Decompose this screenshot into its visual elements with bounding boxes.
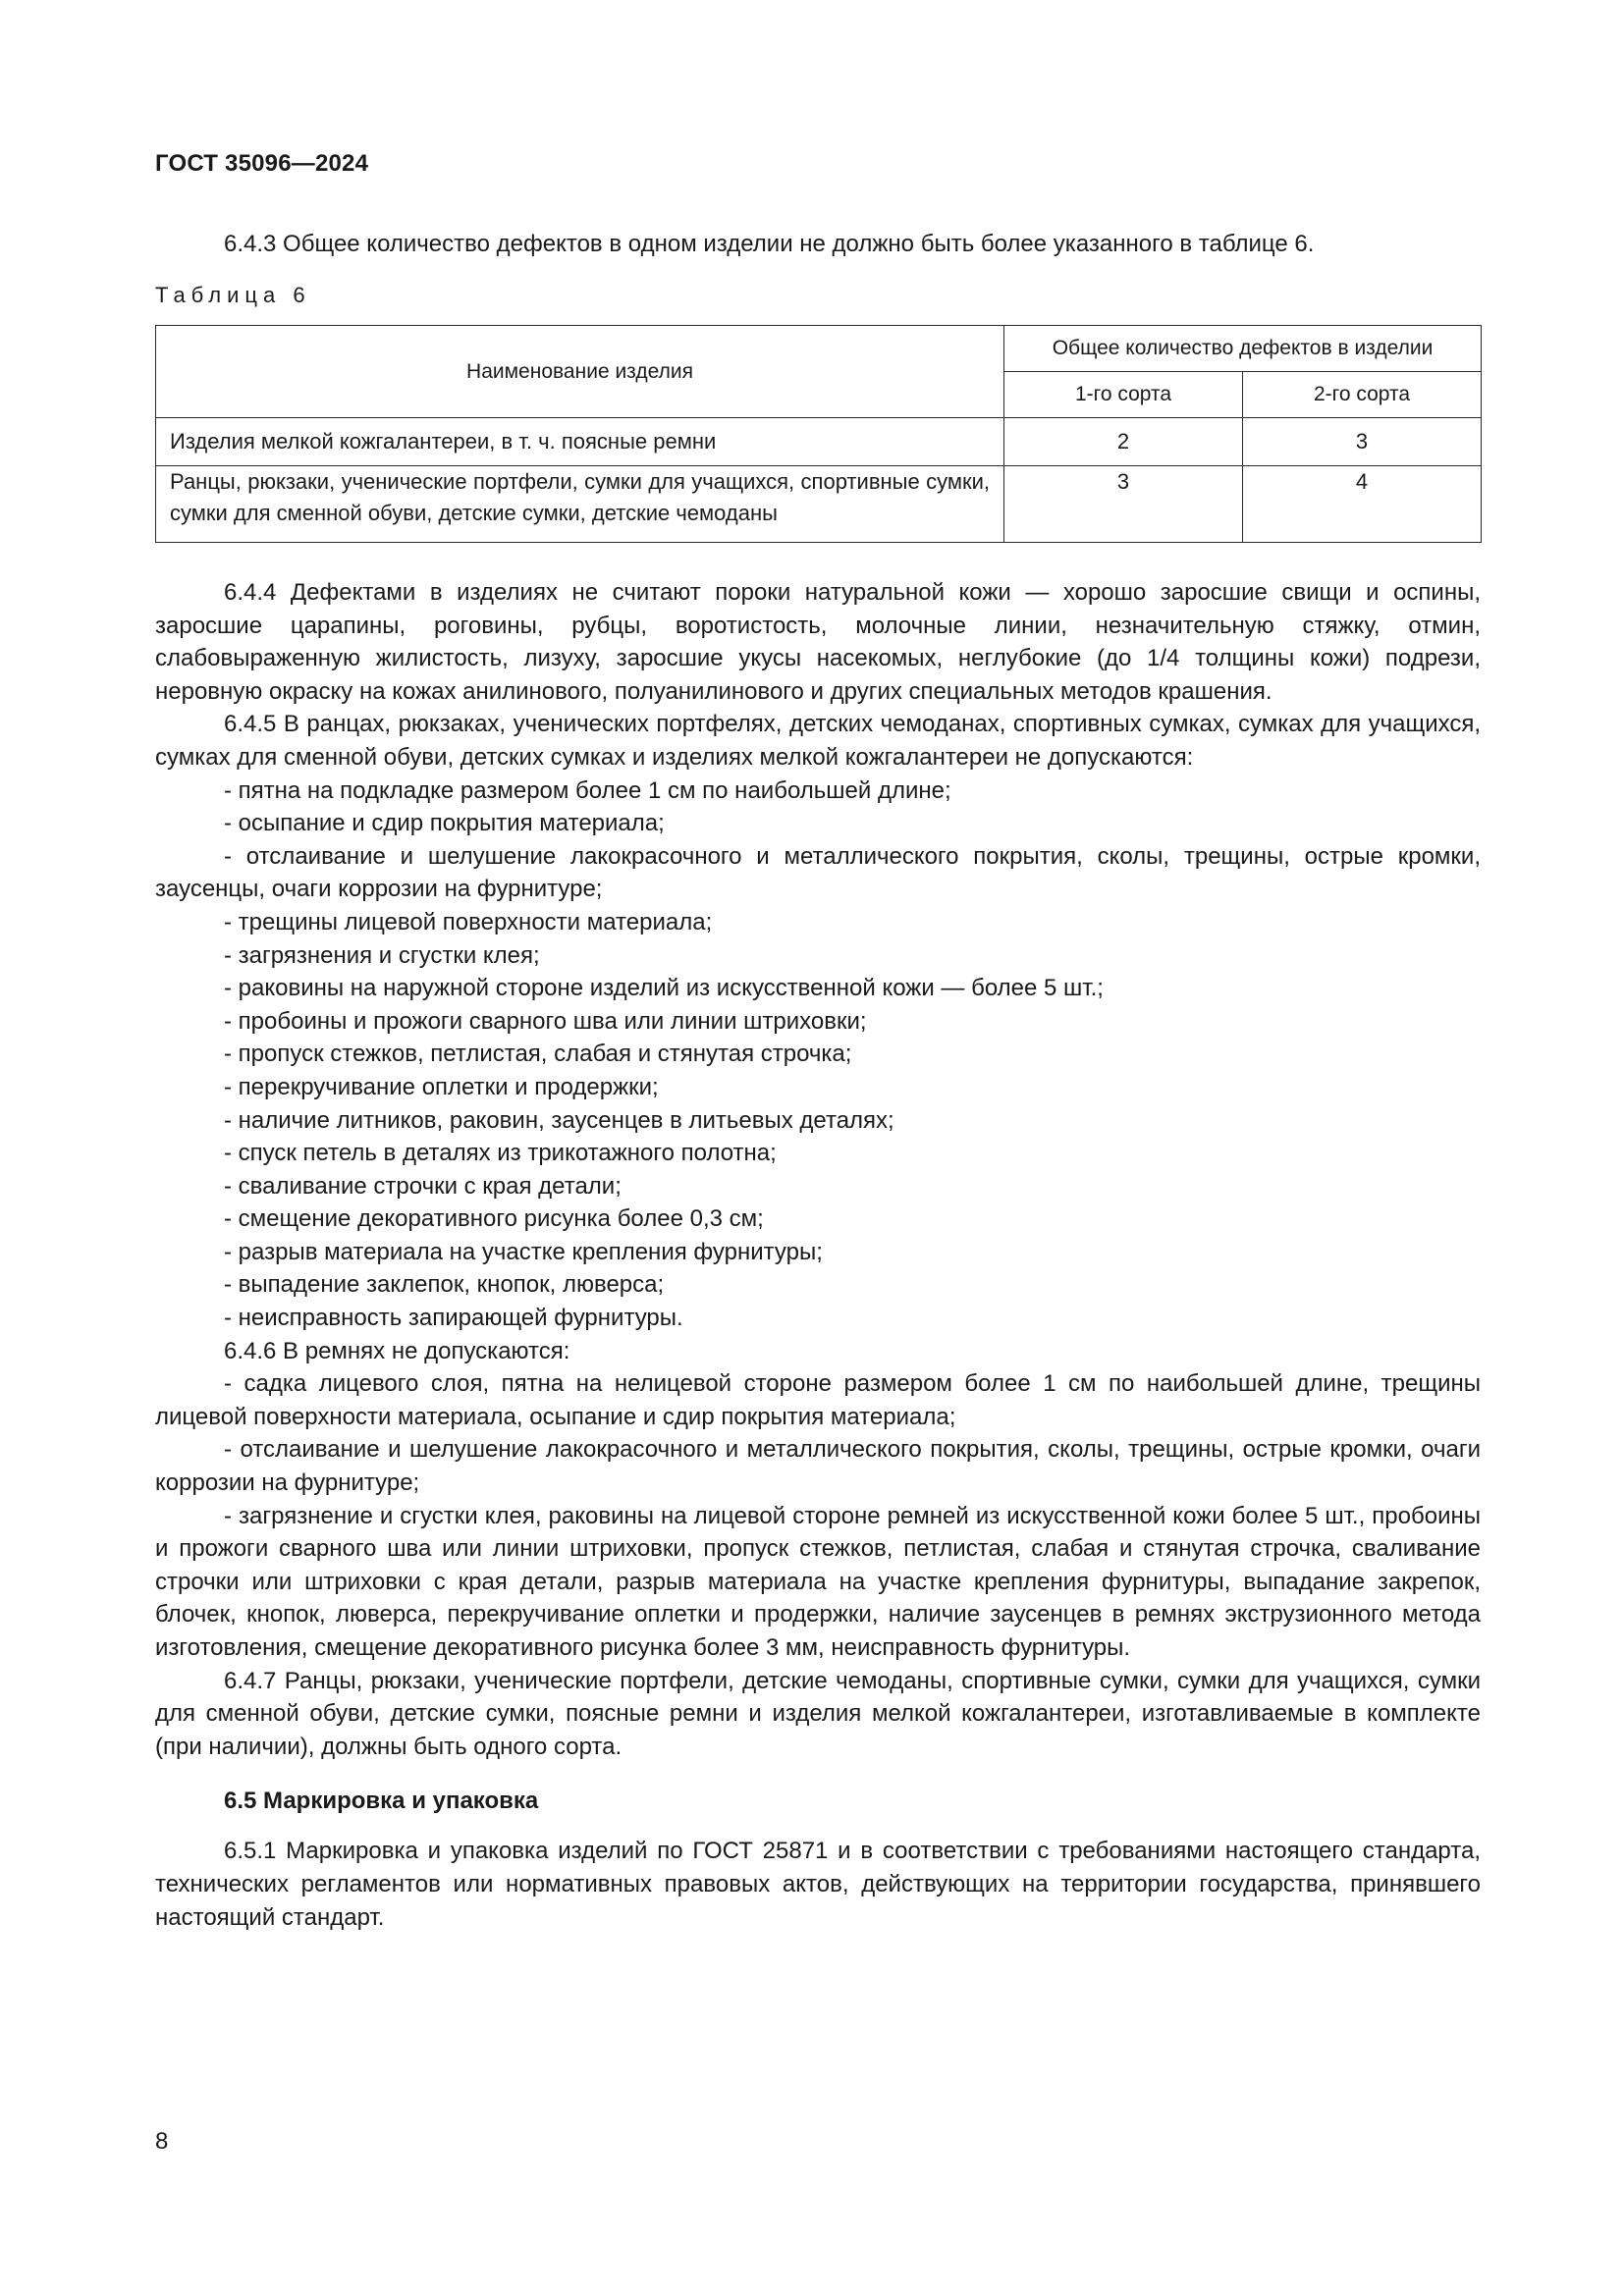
table-cell-grade2: 3 bbox=[1243, 418, 1482, 466]
table-header-row bbox=[156, 326, 1482, 372]
table-cell-name: Ранцы, рюкзаки, ученические портфели, сумки для учащихся, спортивные сумки, сумки для сменной обуви, детские сумки, детские чемоданы bbox=[156, 466, 1004, 543]
list-item: - отслаивание и шелушение лакокрасочного и металлического покрытия, сколы, трещины, острые кромки, очаги коррозии на фурнитуре; bbox=[155, 1436, 1481, 1497]
document-body bbox=[155, 576, 1481, 1934]
table-row bbox=[156, 418, 1482, 466]
table-cell-grade1: 3 bbox=[1004, 466, 1243, 543]
paragraph-6-4-3: 6.4.3 Общее количество дефектов в одном изделии не должно быть более указанного в таблице 6. bbox=[224, 231, 1315, 257]
page-number: 8 bbox=[155, 2128, 169, 2155]
list-item: - смещение декоративного рисунка более 0,3 см; bbox=[224, 1205, 764, 1233]
table-cell-grade1: 2 bbox=[1004, 418, 1243, 466]
list-item: - наличие литников, раковин, заусенцев в литьевых деталях; bbox=[224, 1106, 894, 1134]
column-header-group: Общее количество дефектов в изделии bbox=[1004, 326, 1482, 372]
list-item: - сваливание строчки с края детали; bbox=[224, 1172, 622, 1200]
list-item: - разрыв материала на участке крепления фурнитуры; bbox=[224, 1238, 823, 1265]
column-header-grade2: 2-го сорта bbox=[1243, 372, 1482, 418]
table-cell-name: Изделия мелкой кожгалантереи, в т. ч. поясные ремни bbox=[156, 418, 1004, 466]
table-row bbox=[156, 466, 1482, 543]
list-item: - пятна на подкладке размером более 1 см по наибольшей длине; bbox=[224, 776, 951, 804]
list-item: - выпадение заклепок, кнопок, люверса; bbox=[224, 1271, 665, 1299]
table-cell-grade2: 4 bbox=[1243, 466, 1482, 543]
list-item: - спуск петель в деталях из трикотажного полотна; bbox=[224, 1140, 777, 1167]
paragraph-6-4-7: 6.4.7 Ранцы, рюкзаки, ученические портфели, детские чемоданы, спортивные сумки, сумки для учащихся, сумки для сменной обуви, детские сумки, поясные ремни и изделия мелкой кожгалантереи, изготавливаемые в комплекте (при наличии), должны быть одного сорта. bbox=[155, 1667, 1481, 1760]
list-item: - перекручивание оплетки и продержки; bbox=[224, 1073, 659, 1100]
list-item: - садка лицевого слоя, пятна на нелицевой стороне размером более 1 см по наибольшей длине, трещины лицевой поверхности материала, осыпание и сдир покрытия материала; bbox=[155, 1370, 1481, 1430]
list-item: - отслаивание и шелушение лакокрасочного и металлического покрытия, сколы, трещины, острые кромки, заусенцы, очаги коррозии на фурнитуре; bbox=[155, 842, 1481, 903]
list-item: - загрязнения и сгустки клея; bbox=[224, 941, 540, 969]
list-item: - осыпание и сдир покрытия материала; bbox=[224, 810, 665, 837]
section-heading-6-5: 6.5 Маркировка и упаковка bbox=[224, 1788, 539, 1815]
paragraph-6-5-1: 6.5.1 Маркировка и упаковка изделий по ГОСТ 25871 и в соответствии с требованиями настоящего стандарта, технических регламентов или нормативных правовых актов, действующих на территории государства, принявшего настоящий стандарт. bbox=[155, 1838, 1481, 1931]
list-item: - пробоины и прожоги сварного шва или линии штриховки; bbox=[224, 1007, 867, 1035]
column-header-grade1: 1-го сорта bbox=[1004, 372, 1243, 418]
paragraph-6-4-6: 6.4.6 В ремнях не допускаются: bbox=[224, 1337, 570, 1364]
list-item: - раковины на наружной стороне изделий из искусственной кожи — более 5 шт.; bbox=[224, 975, 1104, 1002]
list-item: - неисправность запирающей фурнитуры. bbox=[224, 1305, 683, 1332]
list-item: - трещины лицевой поверхности материала; bbox=[224, 908, 713, 935]
defects-table bbox=[155, 325, 1482, 543]
column-header-name: Наименование изделия bbox=[156, 326, 1004, 418]
list-item: - пропуск стежков, петлистая, слабая и стянутая строчка; bbox=[224, 1041, 852, 1068]
paragraph-6-4-4: 6.4.4 Дефектами в изделиях не считают пороки натуральной кожи — хорошо заросшие свищи и оспины, заросшие царапины, роговины, рубцы, воротистость, молочные линии, незначительную стяжку, отмин, слабовыраженную жилистость, лизуху, заросшие укусы насекомых, неглубокие (до 1/4 толщины кожи) подрези, неровную окраску на кожах анилинового, полуанилинового и других специальных методов крашения. bbox=[155, 579, 1481, 705]
table-caption: Таблица 6 bbox=[155, 283, 311, 307]
paragraph-6-4-5: 6.4.5 В ранцах, рюкзаках, ученических портфелях, детских чемоданах, спортивных сумках, сумках для учащихся, сумках для сменной обуви, детских сумках и изделиях мелкой кожгалантереи не допускаются: bbox=[155, 711, 1481, 771]
document-header: ГОСТ 35096—2024 bbox=[155, 150, 369, 177]
list-item: - загрязнение и сгустки клея, раковины на лицевой стороне ремней из искусственной кожи более 5 шт., пробоины и прожоги сварного шва или линии штриховки, пропуск стежков, петлистая, слабая и стянутая строчка, сваливание строчки или штриховки с края детали, разрыв материала на участке крепления фурнитуры, выпадание закрепок, блочек, кнопок, люверса, перекручивание оплетки и продержки, наличие заусенцев в ремнях экструзионного метода изготовления, смещение декоративного рисунка более 3 мм, неисправность фурнитуры. bbox=[155, 1502, 1481, 1661]
